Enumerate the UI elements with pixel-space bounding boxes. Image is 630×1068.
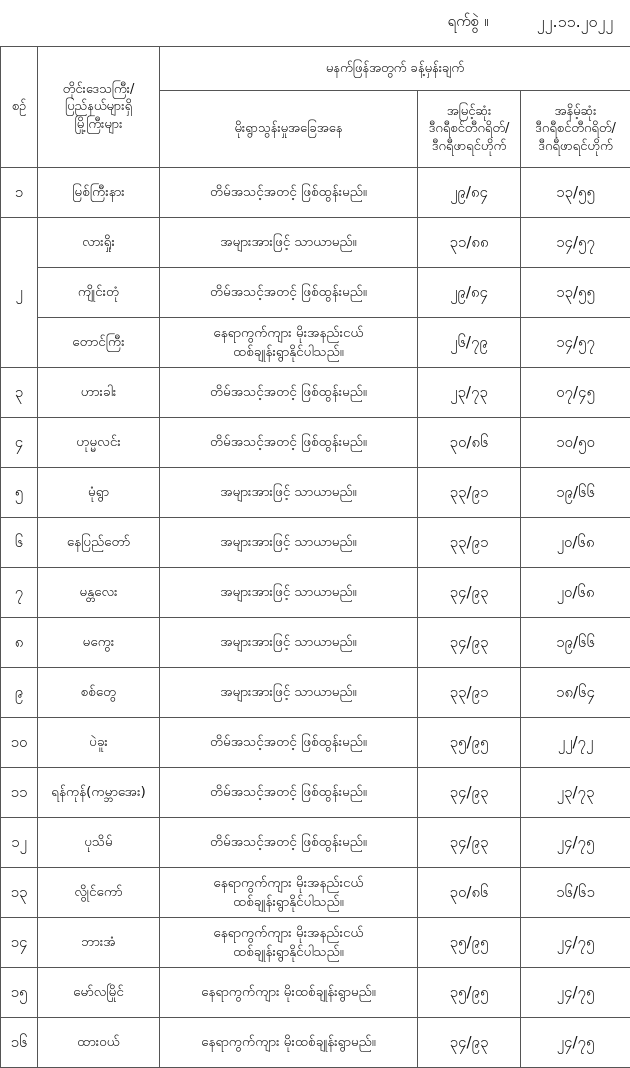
row-condition xyxy=(160,368,418,418)
table-row xyxy=(1,668,630,718)
row-no: ၁၆ xyxy=(1,1018,38,1068)
table-row xyxy=(1,168,630,218)
row-condition-line1: နေရာကွက်ကျား မိုးထစ်ချုန်းရွာမည်။ xyxy=(164,1033,413,1051)
row-city: ဘားအံ xyxy=(38,918,160,968)
row-no: ၁၃ xyxy=(1,868,38,918)
row-no: ၆ xyxy=(1,518,38,568)
row-condition xyxy=(160,968,418,1018)
row-max-temp: ၃၅/၉၅ xyxy=(418,918,521,968)
row-min-temp: ၂၄/၇၅ xyxy=(521,918,630,968)
header-cities-line1: တိုင်းဒေသကြီး/ xyxy=(42,81,155,99)
forecast-table xyxy=(0,46,630,1068)
row-condition-line2: ထစ်ချုန်းရွာနိုင်ပါသည်။ xyxy=(164,943,413,961)
table-row xyxy=(1,368,630,418)
row-city: နေပြည်တော် xyxy=(38,518,160,568)
row-min-temp: ၂၀/၆၈ xyxy=(521,568,630,618)
row-max-temp: ၃၄/၉၃ xyxy=(418,618,521,668)
row-city: ပုသိမ် xyxy=(38,818,160,868)
row-max-temp: ၃၅/၉၅ xyxy=(418,718,521,768)
row-max-temp: ၂၉/၈၄ xyxy=(418,168,521,218)
row-condition-line1: တိမ်အသင့်အတင့် ဖြစ်ထွန်းမည်။ xyxy=(164,183,413,201)
table-row xyxy=(1,1018,630,1068)
row-min-temp: ၁၃/၅၅ xyxy=(521,168,630,218)
row-min-temp: ၂၃/၇၃ xyxy=(521,768,630,818)
row-condition-line1: တိမ်အသင့်အတင့် ဖြစ်ထွန်းမည်။ xyxy=(164,733,413,751)
row-max-temp: ၃၄/၉၃ xyxy=(418,1018,521,1068)
row-condition xyxy=(160,168,418,218)
header-no: စဉ် xyxy=(1,47,38,168)
row-max-temp: ၃၀/၈၆ xyxy=(418,418,521,468)
row-condition-line1: အများအားဖြင့် သာယာမည်။ xyxy=(164,633,413,651)
row-no: ၅ xyxy=(1,468,38,518)
table-row xyxy=(1,768,630,818)
row-city: ရန်ကုန်(ကမ္ဘာအေး) xyxy=(38,768,160,818)
row-min-temp: ၂၀/၆၈ xyxy=(521,518,630,568)
row-no: ၄ xyxy=(1,418,38,468)
row-condition-line1: အများအားဖြင့် သာယာမည်။ xyxy=(164,483,413,501)
row-condition xyxy=(160,1018,418,1068)
row-condition-line1: အများအားဖြင့် သာယာမည်။ xyxy=(164,683,413,701)
row-condition xyxy=(160,568,418,618)
header-forecast: မနက်ဖြန်အတွက် ခန့်မှန်းချက် xyxy=(160,47,630,91)
row-no: ၁၄ xyxy=(1,918,38,968)
row-min-temp: ၂၄/၇၅ xyxy=(521,818,630,868)
row-min-temp: ၁၉/၆၆ xyxy=(521,468,630,518)
row-min-temp: ၂၄/၇၅ xyxy=(521,1018,630,1068)
row-condition-line1: တိမ်အသင့်အတင့် ဖြစ်ထွန်းမည်။ xyxy=(164,283,413,301)
table-row xyxy=(1,468,630,518)
header-condition: မိုးရွာသွန်းမှုအခြေအနေ xyxy=(160,91,418,168)
row-condition-line2: ထစ်ချုန်းရွာနိုင်ပါသည်။ xyxy=(164,893,413,911)
row-city: မုံရွာ xyxy=(38,468,160,518)
row-condition-line1: နေရာကွက်ကျား မိုးအနည်းငယ် xyxy=(164,324,413,342)
row-max-temp: ၂၉/၈၄ xyxy=(418,268,521,318)
row-max-temp: ၃၄/၉၃ xyxy=(418,768,521,818)
table-row xyxy=(1,968,630,1018)
date-value: ၂၂.၁၁.၂၀၂၂ xyxy=(522,0,628,46)
row-condition-line1: နေရာကွက်ကျား မိုးထစ်ချုန်းရွာမည်။ xyxy=(164,983,413,1001)
row-city: လွိုင်ကော် xyxy=(38,868,160,918)
header-min-line2: ဒီဂရီစင်တီဂရိတ်/ xyxy=(525,120,626,138)
row-min-temp: ၂၂/၇၂ xyxy=(521,718,630,768)
row-condition xyxy=(160,768,418,818)
row-no: ၁ xyxy=(1,168,38,218)
row-condition xyxy=(160,868,418,918)
row-no: ၁၂ xyxy=(1,818,38,868)
row-min-temp: ၁၈/၆၄ xyxy=(521,668,630,718)
row-no: ၇ xyxy=(1,568,38,618)
row-no: ၈ xyxy=(1,618,38,668)
row-city: တောင်ကြီး xyxy=(38,318,160,368)
row-no: ၉ xyxy=(1,668,38,718)
header-max-line3: ဒီဂရီဖာရင်ဟိုက် xyxy=(422,138,516,156)
table-row xyxy=(1,868,630,918)
row-condition xyxy=(160,468,418,518)
table-row xyxy=(1,818,630,868)
header-cities xyxy=(38,47,160,168)
row-condition xyxy=(160,418,418,468)
row-city: မော်လမြိုင် xyxy=(38,968,160,1018)
header-min-line3: ဒီဂရီဖာရင်ဟိုက် xyxy=(525,138,626,156)
row-condition xyxy=(160,718,418,768)
row-condition-line1: နေရာကွက်ကျား မိုးအနည်းငယ် xyxy=(164,874,413,892)
table-row xyxy=(1,918,630,968)
row-min-temp: ၁၄/၅၇ xyxy=(521,318,630,368)
row-max-temp: ၃၄/၉၃ xyxy=(418,568,521,618)
row-condition-line1: အများအားဖြင့် သာယာမည်။ xyxy=(164,233,413,251)
row-min-temp: ၁၄/၅၇ xyxy=(521,218,630,268)
header-cities-line3: မြို့ကြီးများ xyxy=(42,116,155,134)
table-row xyxy=(1,318,630,368)
row-city: ဟုမ္မလင်း xyxy=(38,418,160,468)
row-min-temp: ၂၄/၇၅ xyxy=(521,968,630,1018)
row-condition-line1: အများအားဖြင့် သာယာမည်။ xyxy=(164,533,413,551)
header-min xyxy=(521,91,630,168)
row-min-temp: ၀၇/၄၅ xyxy=(521,368,630,418)
row-city: ထားဝယ် xyxy=(38,1018,160,1068)
row-condition-line1: နေရာကွက်ကျား မိုးအနည်းငယ် xyxy=(164,924,413,942)
table-row xyxy=(1,568,630,618)
table-row xyxy=(1,518,630,568)
row-min-temp: ၁၃/၅၅ xyxy=(521,268,630,318)
row-condition xyxy=(160,268,418,318)
row-max-temp: ၂၃/၇၃ xyxy=(418,368,521,418)
row-condition xyxy=(160,518,418,568)
row-city: မြစ်ကြီးနား xyxy=(38,168,160,218)
date-label: ရက်စွဲ ။ xyxy=(418,0,518,46)
row-min-temp: ၁၆/၆၁ xyxy=(521,868,630,918)
row-city: ဟားခါး xyxy=(38,368,160,418)
row-no: ၁၁ xyxy=(1,768,38,818)
row-min-temp: ၁၀/၅၀ xyxy=(521,418,630,468)
row-condition-line2: ထစ်ချုန်းရွာနိုင်ပါသည်။ xyxy=(164,343,413,361)
row-condition-line1: တိမ်အသင့်အတင့် ဖြစ်ထွန်းမည်။ xyxy=(164,833,413,851)
row-max-temp: ၃၀/၈၆ xyxy=(418,868,521,918)
row-condition-line1: တိမ်အသင့်အတင့် ဖြစ်ထွန်းမည်။ xyxy=(164,433,413,451)
row-condition xyxy=(160,818,418,868)
table-row xyxy=(1,418,630,468)
row-city: စစ်တွေ xyxy=(38,668,160,718)
row-no: ၁၀ xyxy=(1,718,38,768)
row-city: မကွေး xyxy=(38,618,160,668)
row-max-temp: ၃၁/၈၈ xyxy=(418,218,521,268)
row-max-temp: ၃၃/၉၁ xyxy=(418,668,521,718)
row-condition xyxy=(160,668,418,718)
table-row xyxy=(1,218,630,268)
row-city: ပဲခူး xyxy=(38,718,160,768)
row-max-temp: ၃၃/၉၁ xyxy=(418,518,521,568)
row-max-temp: ၃၄/၉၃ xyxy=(418,818,521,868)
row-max-temp: ၂၆/၇၉ xyxy=(418,318,521,368)
row-min-temp: ၁၉/၆၆ xyxy=(521,618,630,668)
date-row xyxy=(0,0,630,46)
header-max xyxy=(418,91,521,168)
row-condition xyxy=(160,218,418,268)
header-min-line1: အနိမ့်ဆုံး xyxy=(525,103,626,121)
row-no: ၃ xyxy=(1,368,38,418)
row-condition-line1: အများအားဖြင့် သာယာမည်။ xyxy=(164,583,413,601)
row-condition xyxy=(160,918,418,968)
table-row xyxy=(1,268,630,318)
row-max-temp: ၃၅/၉၅ xyxy=(418,968,521,1018)
row-city: ကျိုင်းတုံ xyxy=(38,268,160,318)
row-no: ၁၅ xyxy=(1,968,38,1018)
row-city: လားရှိုး xyxy=(38,218,160,268)
row-max-temp: ၃၃/၉၁ xyxy=(418,468,521,518)
row-condition xyxy=(160,618,418,668)
row-condition-line1: တိမ်အသင့်အတင့် ဖြစ်ထွန်းမည်။ xyxy=(164,383,413,401)
header-max-line1: အမြင့်ဆုံး xyxy=(422,103,516,121)
row-condition xyxy=(160,318,418,368)
row-condition-line1: တိမ်အသင့်အတင့် ဖြစ်ထွန်းမည်။ xyxy=(164,783,413,801)
header-cities-line2: ပြည်နယ်များရှိ xyxy=(42,98,155,116)
table-row xyxy=(1,618,630,668)
row-city: မန္တလေး xyxy=(38,568,160,618)
table-row xyxy=(1,718,630,768)
header-max-line2: ဒီဂရီစင်တီဂရိတ်/ xyxy=(422,120,516,138)
row-no: ၂ xyxy=(1,218,38,368)
